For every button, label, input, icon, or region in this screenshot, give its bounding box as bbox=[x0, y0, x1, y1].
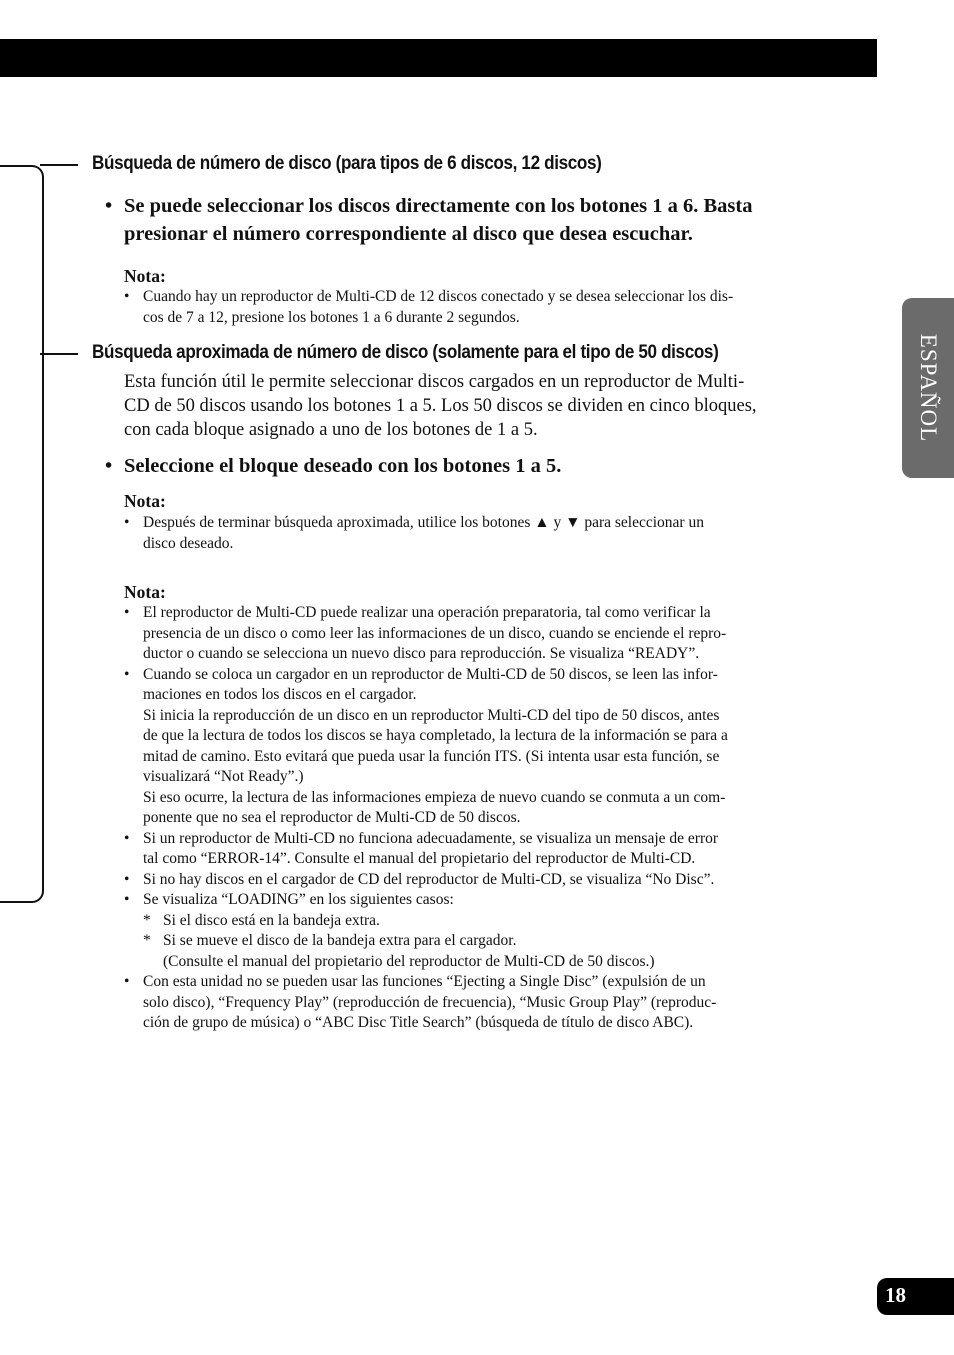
note-line: visualizará “Not Ready”.) bbox=[143, 768, 304, 785]
note-line: cos de 7 a 12, presione los botones 1 a 6 durante 2 segundos. bbox=[143, 308, 520, 326]
note-line: Si inicia la reproducción de un disco en un reproductor Multi-CD del tipo de 50 discos, antes bbox=[143, 706, 720, 724]
note-line: tal como “ERROR-14”. Consulte el manual del propietario del reproductor de Multi-CD. bbox=[143, 850, 696, 867]
bullet-mark: • bbox=[124, 665, 130, 683]
sub-line: Si se mueve el disco de la bandeja extra para el cargador. bbox=[163, 932, 517, 949]
paragraph-line: Esta función útil le permite seleccionar discos cargados en un reproductor de Multi- bbox=[124, 372, 745, 392]
sub-line: Si el disco está en la bandeja extra. bbox=[163, 911, 380, 929]
note-line: mitad de camino. Esto evitará que pueda usar la función ITS. (Si intenta usar esta función, se bbox=[143, 747, 720, 765]
note-line: Con esta unidad no se pueden usar las funciones “Ejecting a Single Disc” (expulsión de un bbox=[143, 973, 706, 990]
section2-bullet bbox=[105, 452, 835, 480]
note-line: Se visualiza “LOADING” en los siguientes casos: bbox=[143, 891, 454, 908]
language-tab bbox=[902, 298, 954, 478]
bullet-mark: • bbox=[124, 973, 130, 990]
bullet-mark: • bbox=[105, 455, 113, 477]
bracket-tick-2 bbox=[40, 353, 78, 355]
sub-line: (Consulte el manual del propietario del reproductor de Multi-CD de 50 discos.) bbox=[163, 952, 655, 970]
page-number: 18 bbox=[885, 1283, 906, 1307]
sub-item bbox=[143, 931, 836, 972]
asterisk-mark: * bbox=[143, 932, 151, 949]
section2-nota-label: Nota: bbox=[124, 491, 166, 511]
section2-heading: Búsqueda aproximada de número de disco (solamente para el tipo de 50 discos) bbox=[92, 342, 719, 363]
section1-bullet bbox=[105, 192, 835, 248]
note-item bbox=[124, 829, 836, 870]
note-line: Si un reproductor de Multi-CD no funciona adecuadamente, se visualiza un mensaje de error bbox=[143, 829, 719, 847]
sub-item bbox=[143, 911, 836, 932]
bullet-mark: • bbox=[124, 870, 130, 888]
note-line: Si eso ocurre, la lectura de las informaciones empieza de nuevo cuando se conmuta a un com- bbox=[143, 788, 726, 806]
bracket-tick-1 bbox=[40, 164, 78, 166]
note-item bbox=[124, 972, 836, 1034]
section1-bullet-line1: Se puede seleccionar los discos directamente con los botones 1 a 6. Basta bbox=[124, 195, 753, 217]
section3-notes bbox=[124, 603, 836, 1034]
note-line: Cuando hay un reproductor de Multi-CD de 12 discos conectado y se desea seleccionar los dis- bbox=[143, 288, 734, 305]
section1-bullet-line2: presionar el número correspondiente al disco que desea escuchar. bbox=[124, 223, 693, 245]
paragraph-line: con cada bloque asignado a uno de los botones de 1 a 5. bbox=[124, 420, 538, 440]
language-tab-label: ESPAÑOL bbox=[916, 333, 941, 443]
note-line: El reproductor de Multi-CD puede realizar una operación preparatoria, tal como verificar la bbox=[143, 604, 711, 621]
section-bracket bbox=[0, 165, 44, 903]
bullet-mark: • bbox=[124, 514, 130, 531]
note-line: Después de terminar búsqueda aproximada, utilice los botones ▲ y ▼ para seleccionar un bbox=[143, 514, 704, 531]
note-line: Cuando se coloca un cargador en un reproductor de Multi-CD de 50 discos, se leen las infor- bbox=[143, 665, 718, 683]
note-line: ción de grupo de música) o “ABC Disc Title Search” (búsqueda de título de disco ABC). bbox=[143, 1014, 694, 1031]
section3-nota-label: Nota: bbox=[124, 582, 166, 602]
bullet-mark: • bbox=[124, 829, 130, 847]
section1-notes bbox=[124, 287, 836, 328]
note-line: presencia de un disco o como leer las informaciones de un disco, cuando se enciende el repro- bbox=[143, 624, 727, 642]
note-line: solo disco), “Frequency Play” (reproducción de frecuencia), “Music Group Play” (reproduc- bbox=[143, 993, 717, 1011]
bullet-mark: • bbox=[124, 891, 130, 908]
note-line: de que la lectura de todos los discos se haya completado, la lectura de la información se para a bbox=[143, 727, 728, 744]
bullet-mark: • bbox=[105, 195, 113, 217]
paragraph-line: CD de 50 discos usando los botones 1 a 5. Los 50 discos se dividen en cinco bloques, bbox=[124, 396, 757, 416]
note-item bbox=[124, 287, 836, 328]
note-line: Si no hay discos en el cargador de CD del reproductor de Multi-CD, se visualiza “No Disc”. bbox=[143, 870, 715, 888]
section2-bullet-text: Seleccione el bloque deseado con los botones 1 a 5. bbox=[124, 455, 562, 477]
page-number-badge bbox=[877, 1278, 954, 1315]
note-item bbox=[124, 890, 836, 972]
note-line: maciones en todos los discos en el cargador. bbox=[143, 686, 417, 703]
section2-notes bbox=[124, 513, 836, 554]
note-item bbox=[124, 513, 836, 554]
bullet-mark: • bbox=[124, 604, 130, 621]
note-line: ductor o cuando se selecciona un nuevo disco para reproducción. Se visualiza “READY”. bbox=[143, 645, 700, 662]
note-item bbox=[124, 603, 836, 665]
header-bar bbox=[0, 39, 877, 77]
note-item bbox=[124, 665, 836, 829]
section1-nota-label: Nota: bbox=[124, 266, 166, 286]
note-item bbox=[124, 870, 836, 891]
asterisk-mark: * bbox=[143, 911, 151, 929]
note-line: ponente que no sea el reproductor de Multi-CD de 50 discos. bbox=[143, 809, 521, 826]
section1-heading: Búsqueda de número de disco (para tipos de 6 discos, 12 discos) bbox=[92, 153, 602, 174]
note-line: disco deseado. bbox=[143, 534, 234, 552]
bullet-mark: • bbox=[124, 288, 130, 305]
section2-paragraph bbox=[124, 370, 836, 442]
